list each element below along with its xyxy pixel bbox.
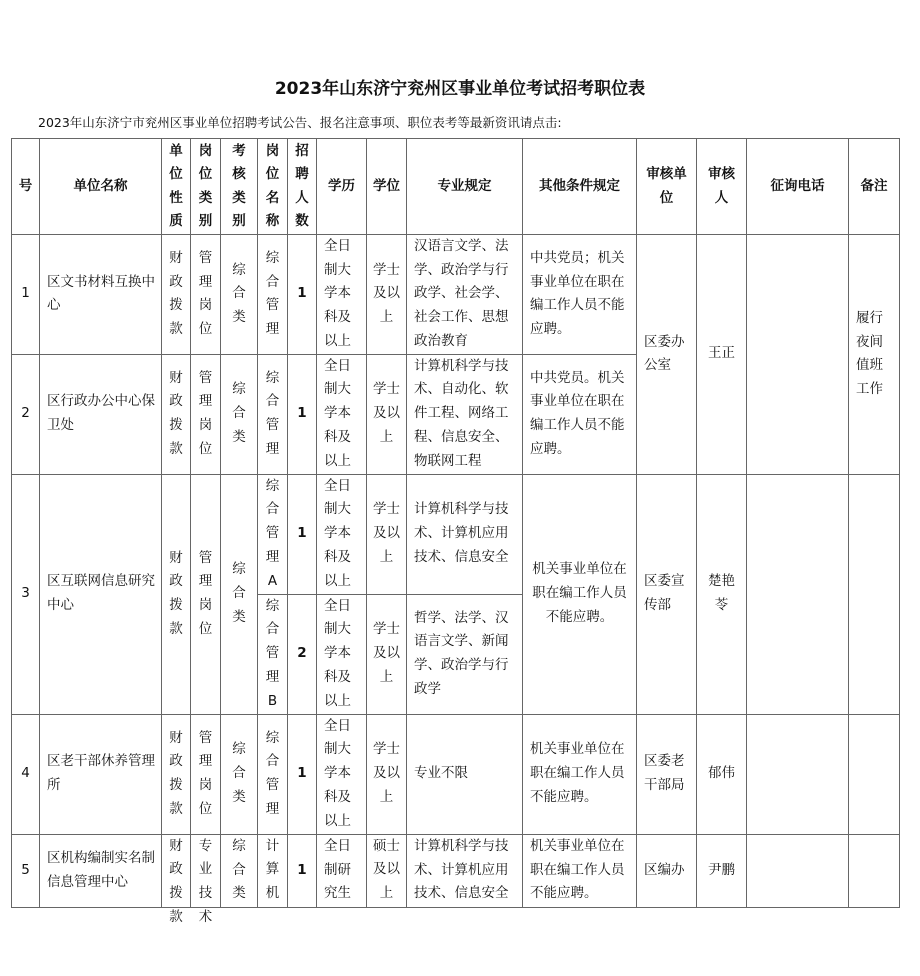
cell-exam-type: 综合类: [221, 235, 258, 355]
cell-count: 1: [288, 714, 317, 834]
position-table: [11, 138, 900, 925]
cell-degree: 学士及以上: [367, 235, 407, 355]
table-row: [12, 834, 900, 907]
cell-nature-text: 财政拨款: [169, 837, 183, 925]
header-degree: 学位: [367, 139, 407, 235]
header-post-type: 岗位类别: [191, 139, 221, 235]
page-title: 2023年山东济宁兖州区事业单位考试招考职位表: [274, 79, 646, 99]
header-nature: 单位性质: [162, 139, 191, 235]
cell-other: 机关事业单位在职在编工作人员不能应聘。: [523, 834, 637, 907]
cell-other: 中共党员。机关事业单位在职在编工作人员不能应聘。: [523, 354, 637, 474]
cell-education: 全日制大学本科及以上: [317, 714, 367, 834]
cell-major: 汉语言文学、法学、政治学与行政学、社会学、社会工作、思想政治教育: [407, 235, 523, 355]
cell-post-name: 综合管理: [258, 714, 288, 834]
header-review-unit: 审核单位: [637, 139, 697, 235]
cell-major: 哲学、法学、汉语言文学、新闻学、政治学与行政学: [407, 594, 523, 714]
cell-unit: 区文书材料互换中心: [40, 235, 162, 355]
cell-nature: 财政拨款: [162, 354, 191, 474]
table-row: [12, 474, 900, 594]
cell-phone: [747, 834, 849, 907]
cell-exam-type: 综合类: [221, 714, 258, 834]
cell-review-unit: 区委宣传部: [637, 474, 697, 714]
header-count: 招聘人数: [288, 139, 317, 235]
cell-post-type: 管理岗位: [191, 354, 221, 474]
header-exam-type: 考核类别: [221, 139, 258, 235]
cell-education: 全日制大学本科及以上: [317, 474, 367, 594]
cell-review-unit: 区委办公室: [637, 235, 697, 475]
cell-review-unit: 区编办: [637, 834, 697, 907]
cell-major: 计算机科学与技术、计算机应用技术、信息安全: [407, 474, 523, 594]
cell-education: 全日制大学本科及以上: [317, 235, 367, 355]
cell-post-name: [258, 834, 288, 907]
header-remark: 备注: [849, 139, 900, 235]
cell-exam-type: 综合类: [221, 354, 258, 474]
cell-remark: 履行夜间值班工作: [849, 235, 900, 475]
cell-post-name: 综合管理: [258, 354, 288, 474]
cell-no: 3: [12, 474, 40, 714]
cell-review-unit: 区委老干部局: [637, 714, 697, 834]
header-other: 其他条件规定: [523, 139, 637, 235]
cell-post-name: 综合管理: [258, 235, 288, 355]
cell-nature: 财政拨款: [162, 474, 191, 714]
cell-nature: 财政拨款: [162, 235, 191, 355]
header-post-name: 岗位名称: [258, 139, 288, 235]
cell-post-name: 综合管理B: [258, 594, 288, 714]
cell-remark: [849, 714, 900, 834]
cell-reviewer: 楚艳苓: [697, 474, 747, 714]
cell-other: 中共党员；机关事业单位在职在编工作人员不能应聘。: [523, 235, 637, 355]
header-reviewer: 审核人: [697, 139, 747, 235]
cell-nature: 财政拨款: [162, 714, 191, 834]
cell-count: 1: [288, 834, 317, 907]
cell-degree: 学士及以上: [367, 714, 407, 834]
cell-count: 1: [288, 235, 317, 355]
cell-remark: [849, 834, 900, 907]
cell-no: 5: [12, 834, 40, 907]
cell-nature: [162, 834, 191, 925]
cell-degree: 学士及以上: [367, 474, 407, 594]
cell-unit: 区机构编制实名制信息管理中心: [40, 834, 162, 907]
header-row: [12, 139, 900, 235]
cell-degree: [367, 834, 407, 907]
cell-no: 4: [12, 714, 40, 834]
table-row: [12, 235, 900, 355]
cell-count: 1: [288, 474, 317, 594]
cell-unit: 区老干部休养管理所: [40, 714, 162, 834]
cell-education: 全日制研究生: [317, 834, 367, 907]
header-unit: 单位名称: [40, 139, 162, 235]
cell-count: 2: [288, 594, 317, 714]
cell-education: 全日制大学本科及以上: [317, 594, 367, 714]
cell-reviewer: 尹鹏: [697, 834, 747, 907]
intro-text: 2023年山东济宁市兖州区事业单位招聘考试公告、报名注意事项、职位表考等最新资讯请点击:: [38, 115, 562, 130]
cell-exam-type: 综合类: [221, 834, 258, 907]
cell-post-type: 管理岗位: [191, 474, 221, 714]
header-education: 学历: [317, 139, 367, 235]
cell-major: 计算机科学与技术、计算机应用技术、信息安全: [407, 834, 523, 907]
cell-major: 专业不限: [407, 714, 523, 834]
cell-education: 全日制大学本科及以上: [317, 354, 367, 474]
table-row: [12, 714, 900, 834]
cell-degree-text: 硕士及以上: [373, 837, 400, 901]
cell-phone: [747, 714, 849, 834]
cell-remark: [849, 474, 900, 714]
cell-count: 1: [288, 354, 317, 474]
cell-phone: [747, 235, 849, 475]
cell-major: 计算机科学与技术、自动化、软件工程、网络工程、信息安全、物联网工程: [407, 354, 523, 474]
cell-no: 1: [12, 235, 40, 355]
cell-phone: [747, 474, 849, 714]
cell-post-type: 管理岗位: [191, 235, 221, 355]
position-table-wrapper: [11, 138, 899, 925]
cell-post-type: 管理岗位: [191, 714, 221, 834]
cell-exam-type: 综合类: [221, 474, 258, 714]
header-phone: 征询电话: [747, 139, 849, 235]
cell-unit: 区互联网信息研究中心: [40, 474, 162, 714]
cell-unit: 区行政办公中心保卫处: [40, 354, 162, 474]
cell-reviewer: 王正: [697, 235, 747, 475]
cell-post-type-text: 专业技术: [198, 837, 213, 925]
cell-post-type: [191, 834, 221, 925]
cell-no: 2: [12, 354, 40, 474]
cell-other: 机关事业单位在职在编工作人员不能应聘。: [523, 474, 637, 714]
header-no: 号: [12, 139, 40, 235]
cell-other: 机关事业单位在职在编工作人员不能应聘。: [523, 714, 637, 834]
cell-degree: 学士及以上: [367, 354, 407, 474]
cell-reviewer: 郁伟: [697, 714, 747, 834]
cell-degree: 学士及以上: [367, 594, 407, 714]
header-major: 专业规定: [407, 139, 523, 235]
cell-post-name: 综合管理A: [258, 474, 288, 594]
cell-post-name-text: 计算机: [265, 837, 280, 901]
